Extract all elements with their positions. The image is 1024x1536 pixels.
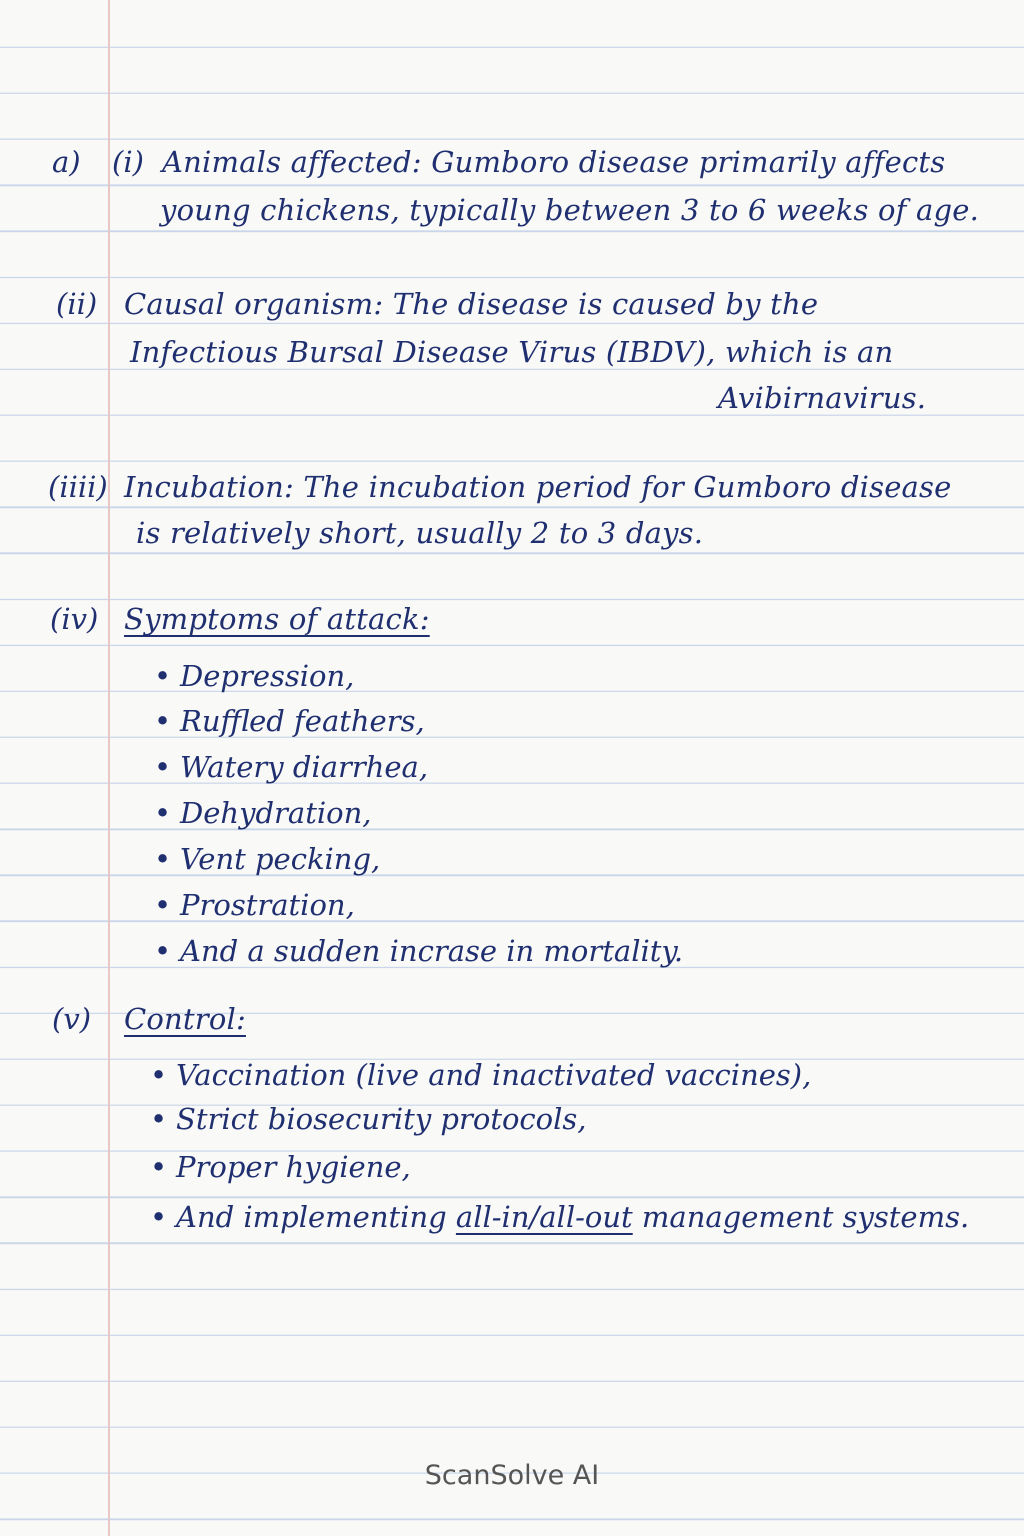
control-list-item: • Vaccination (live and inactivated vaccines), (150, 1058, 812, 1092)
causal-organism-line3: Avibirnavirus. (718, 381, 927, 415)
symptom-list-item: • Depression, (154, 659, 355, 693)
symptom-list-item: • Prostration, (154, 888, 355, 922)
causal-organism-line1 (124, 287, 818, 321)
item-label-iv: (iv) (50, 602, 99, 636)
control-list-item: • Strict biosecurity protocols, (150, 1102, 587, 1136)
animals-affected-heading: Animals affected: (162, 145, 422, 179)
incubation-heading: Incubation: (124, 470, 294, 504)
symptom-list-item: • Vent pecking, (154, 842, 381, 876)
symptom-list-item: • Watery diarrhea, (154, 750, 429, 784)
causal-organism-line2: Infectious Bursal Disease Virus (IBDV), which is an (130, 335, 894, 369)
incubation-line1 (124, 470, 952, 504)
control-list-item: • And implementing all-in/all-out management systems. (150, 1200, 970, 1234)
control-list-item: • Proper hygiene, (150, 1150, 411, 1184)
item-label-i: (i) (112, 145, 144, 179)
question-label-a: a) (52, 145, 81, 179)
symptom-list-item: • And a sudden incrase in mortality. (154, 934, 684, 968)
control-heading: Control: (124, 1002, 246, 1036)
incubation-text1: The incubation period for Gumboro disease (303, 470, 952, 504)
control-last-prefix: And implementing (176, 1200, 447, 1234)
item-label-ii: (ii) (56, 287, 98, 321)
control-last-underlined: all-in/all-out (455, 1200, 633, 1234)
causal-organism-heading: Causal organism: (124, 287, 384, 321)
control-last-suffix: management systems. (641, 1200, 970, 1234)
symptoms-heading: Symptoms of attack: (124, 602, 430, 636)
item-label-v: (v) (52, 1002, 92, 1036)
incubation-line2: is relatively short, usually 2 to 3 days. (136, 516, 704, 550)
animals-affected-line2: young chickens, typically between 3 to 6 weeks of age. (160, 193, 980, 227)
item-label-iii: (iiii) (48, 470, 108, 504)
animals-affected-line1 (162, 145, 945, 179)
watermark: ScanSolve AI (424, 1460, 600, 1491)
animals-affected-text1: Gumboro disease primarily affects (431, 145, 946, 179)
causal-organism-text1: The disease is caused by the (392, 287, 819, 321)
symptom-list-item: • Ruffled feathers, (154, 704, 425, 738)
symptom-list-item: • Dehydration, (154, 796, 372, 830)
